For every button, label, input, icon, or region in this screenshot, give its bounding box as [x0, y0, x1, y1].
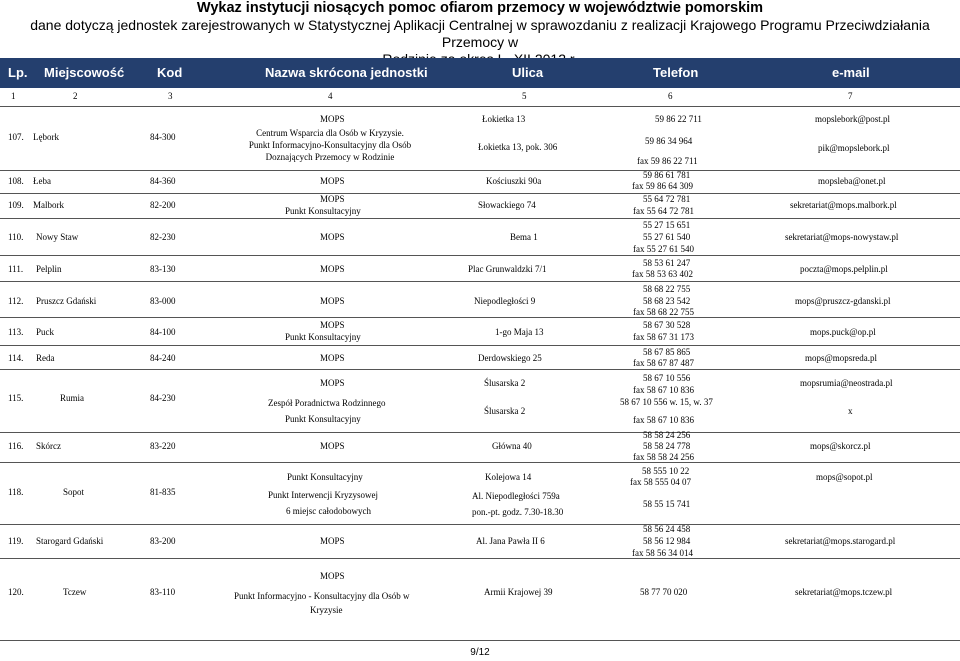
table-row-108 [0, 170, 960, 194]
colnum-5: 5 [522, 91, 527, 101]
row-lp: 107. [8, 132, 24, 142]
row-email: sekretariat@mops.starogard.pl [785, 536, 896, 546]
row-telefon: 58 68 23 542 [643, 296, 691, 306]
row-telefon: fax 58 67 10 836 [633, 385, 694, 395]
row-nazwa: Punkt Konsultacyjny [285, 206, 361, 216]
row-email: mops@sopot.pl [816, 472, 873, 482]
row-telefon: 58 68 22 755 [643, 284, 691, 294]
row-lp: 116. [8, 441, 24, 451]
row-miasto: Łeba [33, 176, 51, 186]
row-miasto: Puck [36, 327, 54, 337]
row-telefon: fax 58 555 04 07 [630, 477, 691, 487]
row-telefon: fax 58 58 24 256 [633, 452, 694, 462]
row-telefon: fax 58 67 87 487 [633, 358, 694, 368]
row-kod: 82-200 [150, 200, 176, 210]
table-row-114 [0, 345, 960, 370]
row-kod: 83-130 [150, 264, 176, 274]
row-telefon: fax 58 53 63 402 [632, 269, 693, 279]
row-nazwa: MOPS [320, 264, 345, 274]
colnum-1: 1 [11, 91, 16, 101]
row-email: mops@pruszcz-gdanski.pl [795, 296, 891, 306]
row-telefon: 58 67 85 865 [643, 347, 691, 357]
row-email: x [848, 406, 853, 416]
colnum-4: 4 [328, 91, 333, 101]
row-email: mopsrumia@neostrada.pl [800, 378, 893, 388]
row-lp: 118. [8, 487, 24, 497]
row-nazwa: MOPS [320, 320, 345, 330]
row-telefon: 59 86 61 781 [643, 170, 691, 180]
row-telefon: 58 67 10 556 w. 15, w. 37 [620, 397, 713, 407]
colnum-7: 7 [848, 91, 853, 101]
row-nazwa: Punkt Konsultacyjny [285, 332, 361, 342]
row-telefon: fax 58 67 31 173 [633, 332, 694, 342]
row-miasto: Tczew [63, 587, 87, 597]
row-miasto: Pelplin [36, 264, 62, 274]
title-line-2: dane dotyczą jednostek zarejestrowanych w Statystycznej Aplikacji Centralnej w sprawozdaniu z realizacji Krajowego Programu Przeciwdziałania Przemocy w [30, 17, 930, 50]
document-title [0, 0, 960, 54]
row-nazwa: 6 miejsc całodobowych [286, 506, 371, 516]
row-telefon: 58 67 10 556 [643, 373, 691, 383]
colnum-3: 3 [168, 91, 173, 101]
row-nazwa: Kryzysie [310, 605, 343, 615]
row-ulica: Główna 40 [492, 441, 532, 451]
row-ulica: Kościuszki 90a [486, 176, 542, 186]
row-kod: 84-240 [150, 353, 176, 363]
row-telefon: 58 56 24 458 [643, 524, 691, 534]
table-row-116 [0, 432, 960, 463]
table-row-109 [0, 193, 960, 219]
row-email: mops@skorcz.pl [810, 441, 871, 451]
row-kod: 83-220 [150, 441, 176, 451]
header-lp: Lp. [8, 65, 28, 80]
row-lp: 114. [8, 353, 24, 363]
row-kod: 81-835 [150, 487, 176, 497]
row-ulica: Ślusarska 2 [484, 406, 526, 416]
row-nazwa: Doznających Przemocy w Rodzinie [265, 152, 395, 162]
row-miasto: Reda [36, 353, 55, 363]
row-ulica: Ślusarska 2 [484, 378, 526, 388]
row-ulica: Derdowskiego 25 [478, 353, 542, 363]
row-nazwa: MOPS [320, 296, 345, 306]
row-nazwa: MOPS [320, 441, 345, 451]
table-row-119 [0, 524, 960, 559]
row-lp: 110. [8, 232, 24, 242]
row-nazwa: MOPS [320, 176, 345, 186]
row-email: mopslebork@post.pl [815, 114, 891, 124]
row-telefon: fax 55 64 72 781 [633, 206, 694, 216]
row-telefon: 58 56 12 984 [643, 536, 691, 546]
row-telefon: fax 58 67 10 836 [633, 415, 694, 425]
row-email: mops.puck@op.pl [810, 327, 876, 337]
row-ulica: 1-go Maja 13 [495, 327, 544, 337]
row-nazwa: Punkt Konsultacyjny [287, 472, 363, 482]
header-telefon: Telefon [653, 65, 699, 80]
header-kod: Kod [157, 65, 183, 80]
title-line-1: Wykaz instytucji niosących pomoc ofiarom przemocy w województwie pomorskim [196, 0, 764, 16]
row-kod: 83-000 [150, 296, 176, 306]
row-miasto: Rumia [60, 393, 84, 403]
row-nazwa: MOPS [320, 536, 345, 546]
row-telefon: 59 86 22 711 [655, 114, 702, 124]
row-telefon: 58 555 10 22 [642, 466, 690, 476]
row-ulica: Al. Jana Pawła II 6 [476, 536, 545, 546]
row-kod: 83-110 [150, 587, 176, 597]
row-ulica: Bema 1 [510, 232, 538, 242]
row-lp: 119. [8, 536, 24, 546]
row-telefon: 55 27 15 651 [643, 220, 691, 230]
row-miasto: Nowy Staw [36, 232, 79, 242]
column-numbers [0, 88, 960, 107]
row-nazwa: Punkt Konsultacyjny [285, 414, 361, 424]
row-ulica: Kolejowa 14 [485, 472, 532, 482]
row-nazwa: MOPS [320, 353, 345, 363]
row-nazwa: Punkt Interwencji Kryzysowej [268, 490, 378, 500]
table-row-118 [0, 462, 960, 525]
row-telefon: 58 55 15 741 [643, 499, 691, 509]
row-email: mopsleba@onet.pl [818, 176, 886, 186]
row-email: mops@mopsreda.pl [805, 353, 878, 363]
row-ulica: Al. Niepodległości 759a [472, 491, 560, 501]
row-kod: 83-200 [150, 536, 176, 546]
row-ulica: pon.-pt. godz. 7.30-18.30 [472, 507, 564, 517]
row-telefon: 58 58 24 778 [643, 441, 691, 451]
row-miasto: Starogard Gdański [36, 536, 104, 546]
table-row-110 [0, 218, 960, 256]
table-header [0, 58, 960, 88]
row-nazwa: Punkt Informacyjno-Konsultacyjny dla Osób [248, 140, 412, 150]
row-ulica: Niepodległości 9 [474, 296, 536, 306]
row-telefon: 55 27 61 540 [643, 232, 691, 242]
row-nazwa: MOPS [320, 194, 345, 204]
header-miejscowosc: Miejscowość [44, 65, 125, 80]
header-nazwa: Nazwa skrócona jednostki [265, 65, 428, 80]
row-kod: 84-300 [150, 132, 176, 142]
header-email: e-mail [832, 65, 870, 80]
row-lp: 111. [8, 264, 24, 274]
row-miasto: Sopot [63, 487, 85, 497]
row-lp: 109. [8, 200, 24, 210]
table-row-113 [0, 317, 960, 346]
row-email: sekretariat@mops.malbork.pl [790, 200, 897, 210]
row-kod: 84-360 [150, 176, 176, 186]
row-lp: 113. [8, 327, 24, 337]
row-miasto: Skórcz [36, 441, 61, 451]
table-row-115 [0, 369, 960, 433]
row-lp: 108. [8, 176, 24, 186]
row-telefon: 55 64 72 781 [643, 194, 691, 204]
row-telefon: 58 53 61 247 [643, 258, 691, 268]
row-telefon: 58 58 24 256 [643, 430, 691, 440]
row-ulica: Armii Krajowej 39 [484, 587, 553, 597]
row-lp: 120. [8, 587, 24, 597]
row-ulica: Słowackiego 74 [478, 200, 536, 210]
row-kod: 82-230 [150, 232, 176, 242]
row-nazwa: Zespół Poradnictwa Rodzinnego [268, 398, 386, 408]
row-nazwa: MOPS [320, 232, 345, 242]
row-nazwa: MOPS [320, 571, 345, 581]
row-miasto: Lębork [33, 132, 59, 142]
table-row-107 [0, 106, 960, 171]
row-ulica: Łokietka 13 [482, 114, 526, 124]
row-email: sekretariat@mops-nowystaw.pl [785, 232, 899, 242]
row-telefon: fax 59 86 22 711 [637, 156, 698, 166]
row-kod: 84-230 [150, 393, 176, 403]
row-lp: 112. [8, 296, 24, 306]
row-ulica: Plac Grunwaldzki 7/1 [468, 264, 547, 274]
table-row-120 [0, 558, 960, 641]
colnum-2: 2 [73, 91, 78, 101]
row-telefon: fax 59 86 64 309 [632, 181, 693, 191]
colnum-6: 6 [668, 91, 673, 101]
row-email: pik@mopslebork.pl [818, 143, 890, 153]
row-telefon: fax 58 68 22 755 [633, 307, 694, 317]
row-miasto: Pruszcz Gdański [36, 296, 97, 306]
page-number: 9/12 [470, 647, 490, 658]
row-nazwa: MOPS [320, 114, 345, 124]
row-email: sekretariat@mops.tczew.pl [795, 587, 893, 597]
row-telefon: fax 58 56 34 014 [632, 548, 693, 558]
row-lp: 115. [8, 393, 24, 403]
row-telefon: 58 67 30 528 [643, 320, 691, 330]
row-ulica: Łokietka 13, pok. 306 [478, 142, 558, 152]
row-telefon: fax 55 27 61 540 [633, 244, 694, 254]
row-telefon: 58 77 70 020 [640, 587, 688, 597]
row-email: poczta@mops.pelplin.pl [800, 264, 888, 274]
row-miasto: Malbork [33, 200, 64, 210]
row-nazwa: Centrum Wsparcia dla Osób w Kryzysie. [256, 128, 404, 138]
table-row-111 [0, 255, 960, 282]
row-nazwa: Punkt Informacyjno - Konsultacyjny dla Osób w [234, 591, 410, 601]
row-telefon: 59 86 34 964 [645, 136, 693, 146]
row-kod: 84-100 [150, 327, 176, 337]
row-nazwa: MOPS [320, 378, 345, 388]
header-ulica: Ulica [512, 65, 544, 80]
table-row-112 [0, 281, 960, 318]
